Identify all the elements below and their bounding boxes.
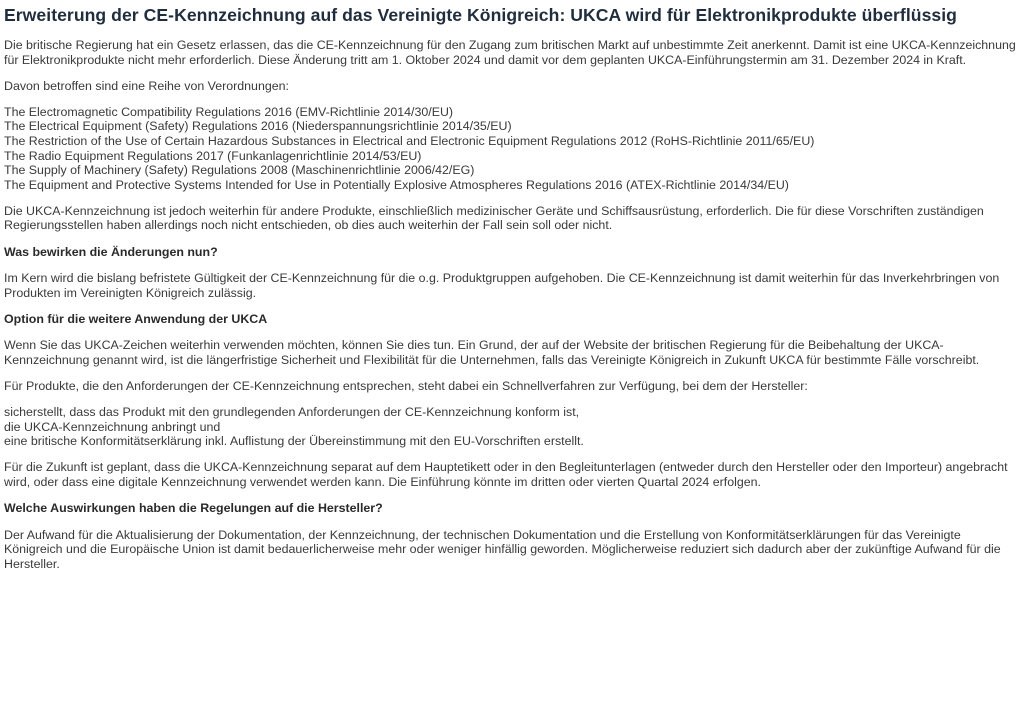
fast-track-paragraph: Für Produkte, die den Anforderungen der CE-Kennzeichnung entsprechen, steht dabei ein Schnellverfahren zur Verfügung, bei dem der Hersteller: bbox=[4, 379, 808, 394]
step-item: eine britische Konformitätserklärung inkl. Auflistung der Übereinstimmung mit den EU-Vorschriften erstellt. bbox=[4, 434, 584, 449]
ukca-still-required-paragraph: Die UKCA-Kennzeichnung ist jedoch weiterhin für andere Produkte, einschließlich medizinischer Geräte und Schiffsausrüstung, erforderlich. Die für diese Vorschriften zuständigen Regierungsstellen haben allerdings noch nicht entschieden, ob dies auch weiterhin der Fall sein soll oder nicht. bbox=[4, 203, 984, 233]
regulation-item: The Supply of Machinery (Safety) Regulations 2008 (Maschinenrichtlinie 2006/42/EG) bbox=[4, 163, 475, 178]
regulation-item: The Electromagnetic Compatibility Regulations 2016 (EMV-Richtlinie 2014/30/EU) bbox=[4, 104, 454, 119]
intro-paragraph: Die britische Regierung hat ein Gesetz erlassen, das die CE-Kennzeichnung für den Zugang zum britischen Markt auf unbestimmte Zeit anerkennt. Damit ist eine UKCA-Kennzeichnung für Elektronikprodukte nicht mehr erforderlich. Diese Änderung tritt am 1. Oktober 2024 und damit vor dem geplanten UKCA-Einführungstermin am 31. Dezember 2024 in Kraft. bbox=[4, 38, 1016, 67]
regulations-intro: Davon betroffen sind eine Reihe von Verordnungen: bbox=[4, 78, 289, 93]
regulations-list bbox=[4, 105, 1018, 193]
regulation-item: The Electrical Equipment (Safety) Regulations 2016 (Niederspannungsrichtlinie 2014/35/EU) bbox=[4, 119, 512, 134]
section-heading-impact: Welche Auswirkungen haben die Regelungen auf die Hersteller? bbox=[4, 501, 383, 516]
section-heading-ukca-option: Option für die weitere Anwendung der UKCA bbox=[4, 311, 268, 326]
future-plans-paragraph: Für die Zukunft ist geplant, dass die UKCA-Kennzeichnung separat auf dem Hauptetikett oder in den Begleitunterlagen (entweder durch den Hersteller oder den Importeur) angebracht wird, oder dass eine digitale Kennzeichnung verwendet werden kann. Die Einführung könnte im dritten oder vierten Quartal 2024 erfolgen. bbox=[4, 460, 1008, 490]
step-item: die UKCA-Kennzeichnung anbringt und bbox=[4, 419, 221, 434]
changes-paragraph: Im Kern wird die bislang befristete Gültigkeit der CE-Kennzeichnung für die o.g. Produktgruppen aufgehoben. Die CE-Kennzeichnung ist damit weiterhin für das Inverkehrbringen von Produkten im Vereinigten Königreich zulässig. bbox=[4, 271, 1000, 300]
manufacturer-steps-list bbox=[4, 405, 1018, 449]
regulation-item: The Equipment and Protective Systems Intended for Use in Potentially Explosive Atmospheres Regulations 2016 (ATEX-Richtlinie 2014/34/EU) bbox=[4, 177, 789, 192]
ukca-option-paragraph: Wenn Sie das UKCA-Zeichen weiterhin verwenden möchten, können Sie dies tun. Ein Grund, der auf der Website der britischen Regierung für die Beibehaltung der UKCA-Kennzeichnung genannt wird, ist die längerfristige Sicherheit und Flexibilität für die Unternehmen, falls das Vereinigte Königreich in Zukunft UKCA für bestimmte Fälle vorschreibt. bbox=[4, 338, 980, 367]
regulation-item: The Restriction of the Use of Certain Hazardous Substances in Electrical and Electronic Equipment Regulations 2012 (RoHS-Richtlinie 2011/65/EU) bbox=[4, 133, 815, 148]
article-title: Erweiterung der CE-Kennzeichnung auf das Vereinigte Königreich: UKCA wird für Elektronikprodukte überflüssig bbox=[4, 5, 957, 25]
impact-paragraph: Der Aufwand für die Aktualisierung der Dokumentation, der Kennzeichnung, der technischen Dokumentation und die Erstellung von Konformitätserklärungen für das Vereinigte Königreich und die Europäische Union ist damit bedauerlicherweise mehr oder weniger hinfällig geworden. Möglicherweise reduziert sich dadurch aber der zukünftige Aufwand für die Hersteller. bbox=[4, 527, 1001, 571]
regulation-item: The Radio Equipment Regulations 2017 (Funkanlagenrichtlinie 2014/53/EU) bbox=[4, 148, 422, 163]
section-heading-changes: Was bewirken die Änderungen nun? bbox=[4, 244, 218, 259]
step-item: sicherstellt, dass das Produkt mit den grundlegenden Anforderungen der CE-Kennzeichnung konform ist, bbox=[4, 405, 580, 420]
